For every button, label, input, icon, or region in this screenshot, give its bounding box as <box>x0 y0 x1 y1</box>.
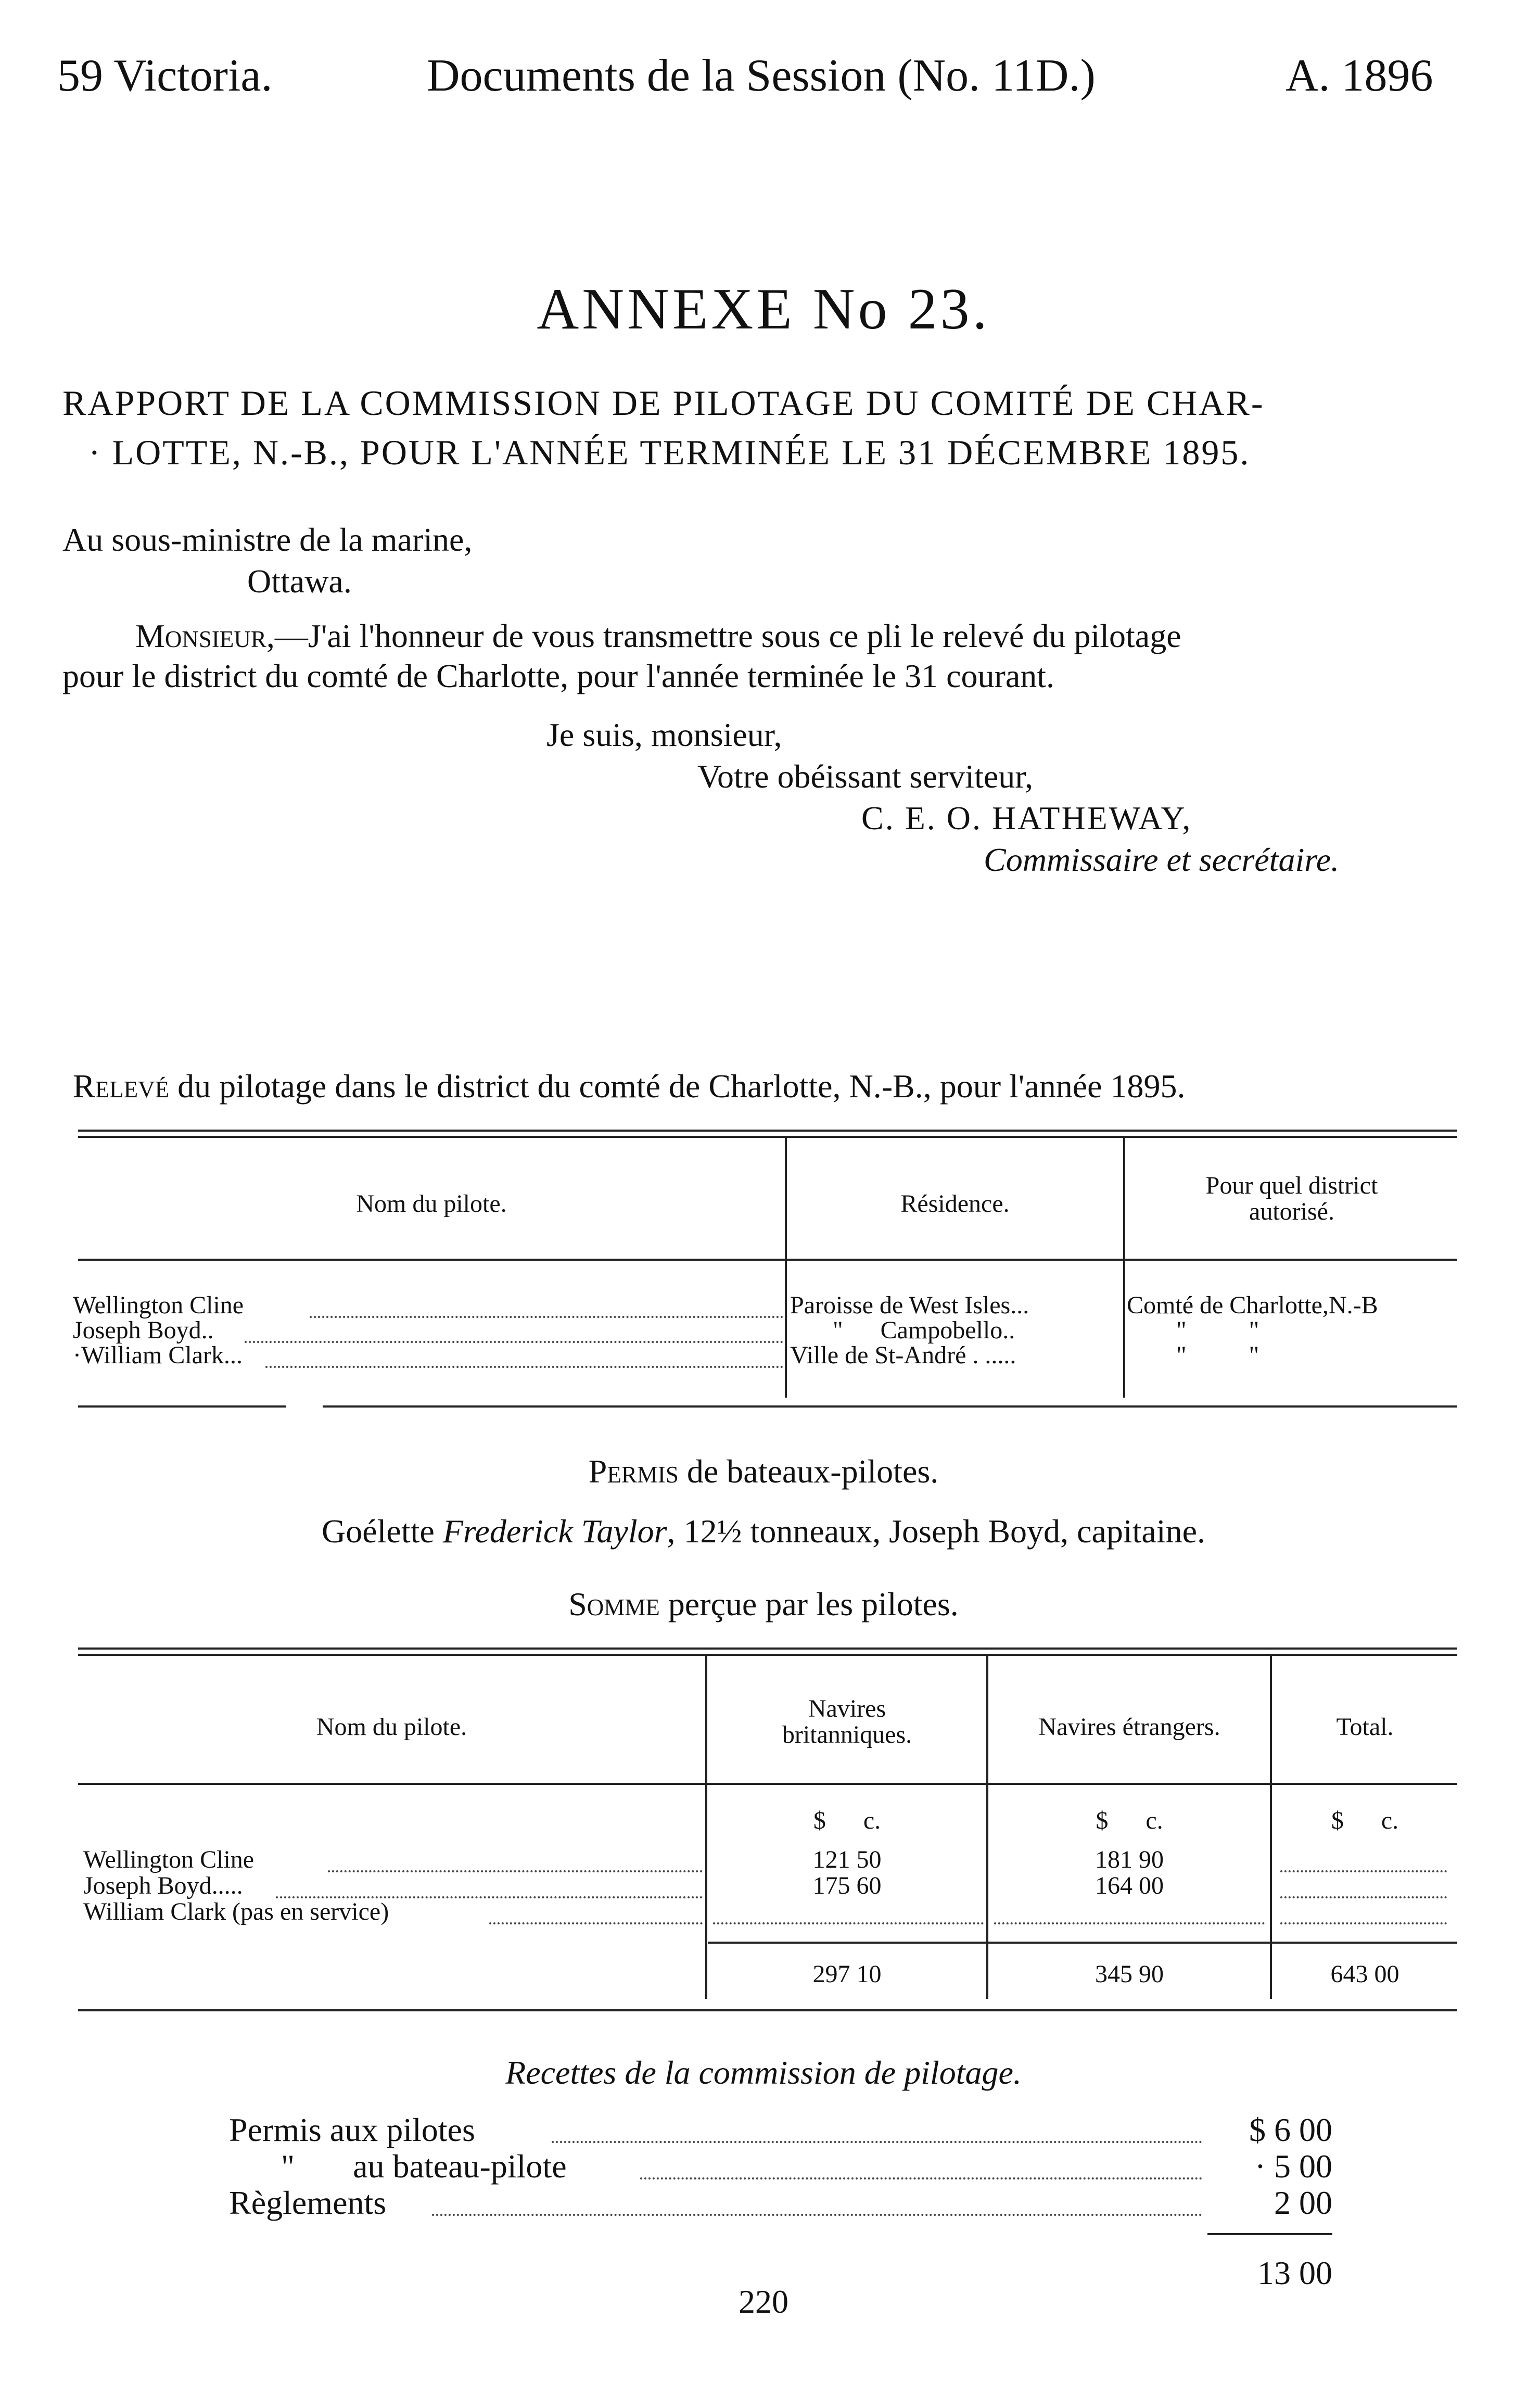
recettes-item-3 <box>229 2184 1332 2220</box>
permis-prefix: Goélette <box>322 1513 443 1550</box>
recettes-item-1-label: Permis aux pilotes <box>229 2111 475 2148</box>
somme-heading-rest: perçue par les pilotes. <box>659 1586 959 1623</box>
releve-caption <box>73 1067 1186 1106</box>
letter-closing-2: Votre obéissant serviteur, <box>697 758 1033 795</box>
somme-col-header-nom: Nom du pilote. <box>316 1713 467 1741</box>
permis-line <box>0 1512 1527 1551</box>
releve-row-3-name: ·William Clark... <box>73 1341 243 1369</box>
somme-total-etr: 345 90 <box>1095 1960 1164 1988</box>
somme-total-brit: 297 10 <box>812 1960 882 1988</box>
report-title-line-1: RAPPORT DE LA COMMISSION DE PILOTAGE DU COMITÉ DE CHAR- <box>62 383 1265 423</box>
page-number: 220 <box>739 2283 788 2320</box>
releve-col-header-district-2: autorisé. <box>1249 1198 1334 1225</box>
somme-total-rule <box>708 1942 1457 1944</box>
releve-caption-rest: du pilotage dans le district du comté de Charlotte, N.-B., pour l'année 1895. <box>169 1068 1186 1105</box>
releve-row-1-residence: Paroisse de West Isles... <box>790 1291 1029 1319</box>
leader-dots <box>310 1316 783 1318</box>
somme-row-2-name: Joseph Boyd..... <box>83 1872 243 1899</box>
permis-vessel: Frederick Taylor <box>442 1513 667 1550</box>
leader-dots <box>1280 1896 1447 1898</box>
releve-row-2-residence: " Campobello.. <box>833 1316 1015 1344</box>
somme-col-divider-2 <box>986 1655 988 1999</box>
somme-total-total: 643 00 <box>1330 1960 1399 1988</box>
salutation: Monsieur, <box>135 617 275 654</box>
somme-top-rule-1 <box>78 1647 1457 1650</box>
report-title-line-2: · LOTTE, N.-B., POUR L'ANNÉE TERMINÉE LE 31 DÉCEMBRE 1895. <box>88 433 1251 472</box>
recettes-total: 13 00 <box>1257 2254 1332 2291</box>
releve-row-3-residence: Ville de St-André . ..... <box>790 1341 1016 1369</box>
leader-dots <box>489 1922 703 1924</box>
recettes-item-3-amount: 2 00 <box>1274 2184 1332 2221</box>
recettes-item-3-label: Règlements <box>229 2184 387 2221</box>
releve-row-1-district: Comté de Charlotte,N.-B <box>1127 1291 1378 1319</box>
recettes-heading: Recettes de la commission de pilotage. <box>505 2054 1022 2091</box>
releve-row-2-district: " " <box>1176 1316 1259 1344</box>
releve-top-rule-2 <box>78 1136 1457 1138</box>
leader-dots <box>640 2177 1202 2179</box>
recettes-total-rule <box>1207 2233 1332 2235</box>
permis-heading-rest: de bateaux-pilotes. <box>678 1453 939 1490</box>
releve-top-rule-1 <box>78 1130 1457 1132</box>
somme-bottom-rule <box>78 2009 1457 2011</box>
letter-body-line-1 <box>135 617 1181 655</box>
signature-title: Commissaire et secrétaire. <box>984 841 1340 878</box>
permis-heading <box>0 1452 1527 1491</box>
leader-dots <box>552 2141 1202 2143</box>
leader-dots <box>1280 1870 1447 1872</box>
somme-unit-total: $ c. <box>1331 1807 1399 1834</box>
leader-dots <box>994 1922 1265 1924</box>
releve-header-rule <box>78 1259 1457 1261</box>
header-right: A. 1896 <box>1286 50 1433 101</box>
leader-dots <box>713 1922 984 1924</box>
leader-dots <box>245 1341 783 1343</box>
recettes-item-2 <box>229 2147 1332 2184</box>
somme-col-divider-1 <box>705 1655 707 1999</box>
releve-bottom-rule-b <box>323 1405 1457 1408</box>
somme-row-1-brit: 121 50 <box>812 1846 882 1873</box>
somme-col-divider-3 <box>1270 1655 1272 1999</box>
releve-row-1-name: Wellington Cline <box>73 1291 244 1319</box>
leader-dots <box>432 2214 1202 2216</box>
releve-caption-sc: Relevé <box>73 1068 170 1105</box>
somme-heading <box>0 1585 1527 1624</box>
somme-unit-etr: $ c. <box>1096 1807 1163 1834</box>
header-center: Documents de la Session (No. 11D.) <box>427 50 1096 101</box>
somme-col-header-etr: Navires étrangers. <box>1038 1713 1220 1741</box>
letter-addressee: Au sous-ministre de la marine, <box>62 521 473 558</box>
recettes-item-1 <box>229 2111 1332 2147</box>
somme-unit-brit: $ c. <box>813 1807 881 1834</box>
recettes-item-1-amount: $ 6 00 <box>1249 2111 1332 2148</box>
leader-dots <box>265 1366 783 1368</box>
annexe-heading: ANNEXE No 23. <box>537 277 990 341</box>
somme-row-1-name: Wellington Cline <box>83 1846 254 1873</box>
releve-bottom-rule-a <box>78 1405 286 1408</box>
somme-heading-sc: Somme <box>568 1586 660 1623</box>
somme-row-2-etr: 164 00 <box>1095 1872 1164 1899</box>
somme-row-2-brit: 175 60 <box>812 1872 882 1899</box>
recettes-item-2-amount: · 5 00 <box>1254 2148 1332 2185</box>
somme-top-rule-2 <box>78 1654 1457 1656</box>
somme-row-3-name: William Clark (pas en service) <box>83 1898 389 1925</box>
releve-col-header-residence: Résidence. <box>900 1190 1010 1218</box>
releve-col-header-nom: Nom du pilote. <box>356 1190 507 1218</box>
releve-col-divider-1 <box>785 1137 787 1398</box>
letter-closing-1: Je suis, monsieur, <box>546 716 782 753</box>
permis-suffix: , 12½ tonneaux, Joseph Boyd, capitaine. <box>667 1513 1205 1550</box>
releve-row-2-name: Joseph Boyd.. <box>73 1316 214 1344</box>
somme-col-header-total: Total. <box>1336 1713 1394 1741</box>
letter-body-line-2: pour le district du comté de Charlotte, pour l'année terminée le 31 courant. <box>62 657 1054 694</box>
leader-dots <box>1280 1922 1447 1924</box>
leader-dots <box>328 1870 703 1872</box>
releve-row-3-district: " " <box>1176 1341 1259 1369</box>
somme-row-1-etr: 181 90 <box>1095 1846 1164 1873</box>
header-left: 59 Victoria. <box>57 50 273 101</box>
permis-heading-sc: Permis <box>588 1453 679 1490</box>
somme-col-header-brit-2: britanniques. <box>782 1721 912 1748</box>
letter-city: Ottawa. <box>247 563 352 600</box>
signature: C. E. O. HATHEWAY, <box>861 800 1192 837</box>
somme-header-rule <box>78 1783 1457 1785</box>
releve-col-header-district-1: Pour quel district <box>1205 1172 1378 1199</box>
somme-col-header-brit-1: Navires <box>808 1695 886 1722</box>
letter-body-1: —J'ai l'honneur de vous transmettre sous ce pli le relevé du pilotage <box>274 617 1181 654</box>
recettes-item-2-label: " au bateau-pilote <box>281 2148 567 2185</box>
